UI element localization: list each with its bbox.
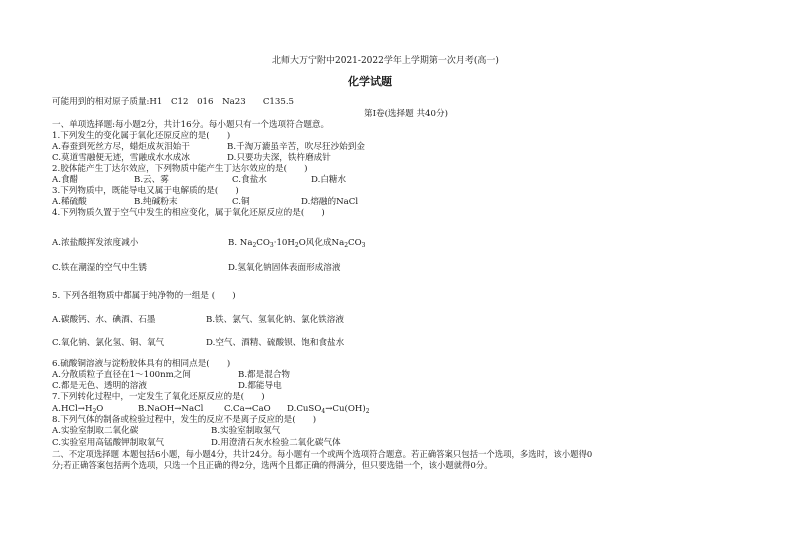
q5-option-c: C.氧化钠、氯化氢、铜、氧气 [52,338,165,348]
section1-heading: 一、单项选择题:每小题2分，共计16分。每小题只有一个选项符合题意。 [52,120,330,130]
q8-option-a: A.实验室制取二氧化碳 [52,426,139,436]
q2-option-a: A.食醋 [52,175,79,185]
q4-option-b: B. $Na_2CO_3\cdot 10H_2O$风化成$Na_2CO_3$ [228,238,366,249]
q5-option-d: D.空气、酒精、硫酸钡、饱和食盐水 [206,338,345,348]
q4-stem: 4.下列物质久置于空气中发生的相应变化，属于氧化还原反应的是( ) [52,208,325,218]
q7-option-d: $D.CuSO_4\to Cu(OH)_2$ [287,404,370,415]
atomic-masses: 可能用到的相对原子质量:H1 C12 016 Na23 C135.5 [52,97,295,107]
q2-option-c: C.食盐水 [232,175,267,185]
q8-option-c: C.实验室用高锰酸钾制取氧气 [52,438,165,448]
q5-stem: 5. 下列各组物质中都属于纯净物的一组是 ( ) [52,291,236,301]
q2-option-d: D.白糖水 [311,175,347,185]
q7-option-a: $A.HCl\to H_2O$ [52,404,104,415]
q4-option-a: A.浓盐酸挥发浓度减小 [52,238,139,248]
q1-option-a: A.春蚕到死丝方尽，蜡炬成灰泪始干 [52,142,190,152]
section2-instructions-line1: 二、不定项选择题 本题包括6小题，每小题4分，共计24分。每小题有一个或两个选项符合题意。若正确答案只包括一个选项，多选时，该小题得0 [52,449,593,459]
q6-option-a: A.分散质粒子直径在1～100nm之间 [52,370,192,380]
q1-option-c: C.莫道雪融便无迹，雪融成水水成冰 [52,153,190,163]
section2-instructions-line2: 分;若正确答案包括两个选项，只选一个且正确的得2分，选两个且都正确的得满分，但只要选错一个，该小题就得0分。 [52,460,493,470]
q2-stem: 2.胶体能产生丁达尔效应，下列物质中能产生丁达尔效应的是( ) [52,164,308,174]
q3-option-d: D.熔融的NaCl [301,197,359,207]
q6-option-d: D.都能导电 [238,381,282,391]
q3-option-c: C.铜 [232,197,250,207]
q8-stem: 8.下列气体的制备或检验过程中，发生的反应不是离子反应的是( ) [52,415,317,425]
school-header: 北师大万宁附中2021-2022学年上学期第一次月考(高一) [272,56,499,66]
q4-option-d: D.氢氧化钠固体表面形成溶液 [228,263,341,273]
volume-heading: 第Ⅰ卷(选择题 共40分) [364,109,448,119]
q6-stem: 6.硫酸铜溶液与淀粉胶体具有的相同点是( ) [52,359,231,369]
q8-option-d: D.用澄清石灰水检验二氧化碳气体 [211,438,341,448]
q1-option-b: B.千淘万漉虽辛苦，吹尽狂沙始到金 [227,142,365,152]
q3-stem: 3.下列物质中，既能导电又属于电解质的是( ) [52,186,239,196]
q1-option-d: D.只要功夫深，铁杵磨成针 [227,153,331,163]
q7-option-b: B.NaOH→NaCl [138,404,204,414]
q6-option-c: C.都是无色、透明的溶液 [52,381,147,391]
exam-title: 化学试题 [348,75,392,88]
q8-option-b: B.实验室制取氢气 [211,426,281,436]
q4-option-c: C.铁在潮湿的空气中生锈 [52,263,147,273]
q5-option-b: B.铁、氯气、氢氧化钠、氯化铁溶液 [206,315,344,325]
q3-option-a: A.稀硫酸 [52,197,87,207]
q1-stem: 1.下列发生的变化属于氧化还原反应的是( ) [52,131,231,141]
q2-option-b: B.云、雾 [134,175,169,185]
q3-option-b: B.纯碱粉末 [134,197,178,207]
q6-option-b: B.都是混合物 [238,370,291,380]
q7-option-c: C.Ca→CaO [224,404,271,414]
q5-option-a: A.碳酸钙、水、碘酒、石墨 [52,315,156,325]
q7-stem: 7.下列转化过程中，一定发生了氧化还原反应的是( ) [52,392,265,402]
